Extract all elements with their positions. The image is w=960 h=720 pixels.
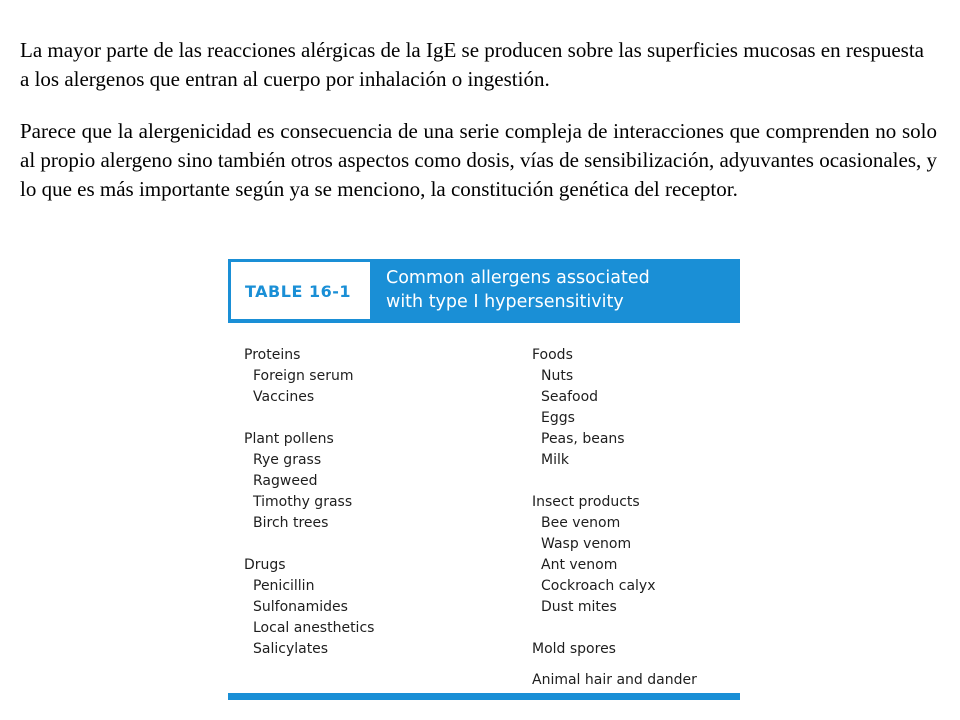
group-item: Eggs: [541, 410, 575, 426]
group-item: Sulfonamides: [253, 599, 348, 615]
group-title: Mold spores: [532, 641, 616, 657]
group-item: Ant venom: [541, 557, 618, 573]
allergen-group: [532, 670, 697, 691]
group-item: Vaccines: [253, 389, 315, 405]
group-item: Milk: [541, 452, 569, 468]
group-title: Proteins: [244, 347, 301, 363]
table-label: TABLE 16-1: [245, 282, 351, 301]
group-item: Ragweed: [253, 473, 318, 489]
group-item: Birch trees: [253, 515, 329, 531]
table-footer-bar: [228, 693, 740, 700]
group-item: Timothy grass: [253, 494, 353, 510]
group-item: Wasp venom: [541, 536, 632, 552]
allergen-group: [532, 345, 697, 471]
group-item: Dust mites: [541, 599, 617, 615]
allergen-group: [244, 555, 374, 660]
allergenicity-paragraph: Parece que la alergenicidad es consecuencia de una serie compleja de interacciones que comprenden no solo al propio alergeno sino también otros aspectos como dosis, vías de sensibilización, adyuvantes ocasionales, y lo que es más importante según ya se menciono, la constitución genética del receptor.: [20, 119, 937, 201]
table-title-line-1: Common allergens associated: [386, 268, 650, 288]
group-title: Insect products: [532, 494, 640, 510]
group-title: Drugs: [244, 557, 286, 573]
table-label-box: [231, 262, 370, 319]
group-item: Rye grass: [253, 452, 322, 468]
group-item: Cockroach calyx: [541, 578, 656, 594]
left-column: [244, 345, 374, 660]
intro-paragraph: La mayor parte de las reacciones alérgicas de la IgE se producen sobre las superficies mucosas en respuesta a los alergenos que entran al cuerpo por inhalación o ingestión.: [20, 38, 924, 91]
group-title: Animal hair and dander: [532, 672, 697, 688]
table-title: [386, 266, 650, 314]
allergen-group: [532, 492, 697, 618]
table-header: [228, 259, 740, 323]
group-item: Nuts: [541, 368, 574, 384]
allergen-table: [228, 259, 740, 702]
group-item: Penicillin: [253, 578, 315, 594]
allergen-group: [244, 345, 374, 408]
group-title: Foods: [532, 347, 573, 363]
table-title-line-2: with type I hypersensitivity: [386, 292, 624, 312]
group-title: Plant pollens: [244, 431, 334, 447]
allergen-group: [244, 429, 374, 534]
right-column: [532, 345, 697, 691]
group-item: Seafood: [541, 389, 599, 405]
group-item: Salicylates: [253, 641, 329, 657]
group-item: Local anesthetics: [253, 620, 375, 636]
allergen-group: [532, 639, 697, 660]
group-item: Bee venom: [541, 515, 621, 531]
group-item: Foreign serum: [253, 368, 354, 384]
group-item: Peas, beans: [541, 431, 625, 447]
